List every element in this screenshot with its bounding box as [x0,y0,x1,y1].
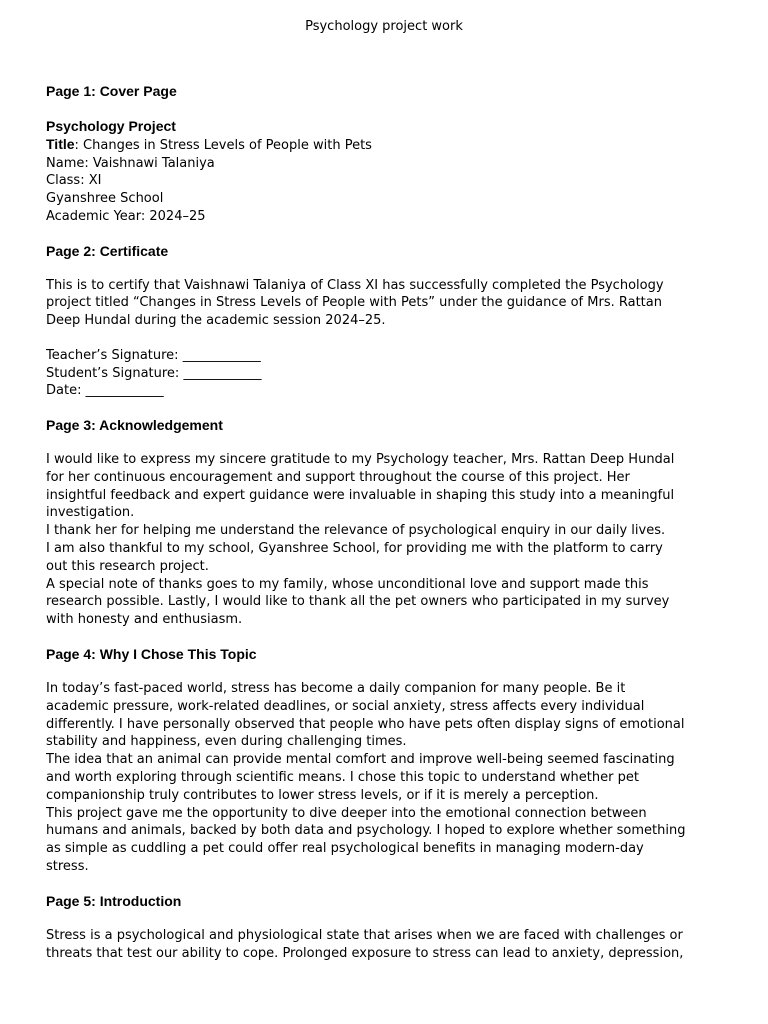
title-label: Title [46,136,75,152]
student-class: Class: XI [46,173,102,189]
cover-heading: Page 1: Cover Page [46,83,177,99]
student-signature: Student’s Signature: ____________ [46,365,262,381]
topic-paragraph: The idea that an animal can provide mental comfort and improve well-being seemed fascinating and worth exploring through scientific means. I chose this topic to understand whether pet companionship truly contributes to lower stress levels, or if it is merely a perception. [46,752,675,803]
acknowledgement-paragraph: I am also thankful to my school, Gyanshree School, for providing me with the platform to carry out this research project. [46,541,663,574]
school-name: Gyanshree School [46,191,164,207]
topic-paragraph: This project gave me the opportunity to dive deeper into the emotional connection between humans and animals, backed by both data and psychology. I hoped to explore whether something as simple as cuddling a pet could offer real psychological benefits in managing modern-day stress. [46,805,686,874]
introduction-paragraph: Stress is a psychological and physiological state that arises when we are faced with challenges or threats that test our ability to cope. Prolonged exposure to stress can lead to anxiety, depression, [46,927,684,961]
page-header: Psychology project work [305,19,463,34]
acknowledgement-paragraph: A special note of thanks goes to my family, whose unconditional love and support made this research possible. Lastly, I would like to thank all the pet owners who participated in my survey with honesty and enthusiasm. [46,576,670,628]
acknowledgement-heading: Page 3: Acknowledgement [46,417,223,434]
document-body [46,82,686,962]
project-title [46,135,686,155]
teacher-signature: Teacher’s Signature: ____________ [46,347,261,363]
academic-year: Academic Year: 2024–25 [46,208,206,224]
signature-date: Date: ____________ [46,383,164,399]
acknowledgement-paragraph: I thank her for helping me understand the relevance of psychological enquiry in our daily lives. [46,523,666,539]
topic-heading: Page 4: Why I Chose This Topic [46,645,257,662]
certificate-heading: Page 2: Certificate [46,242,169,259]
certificate-text: This is to certify that Vaishnawi Talaniya of Class XI has successfully completed the Psychology project titled “Changes in Stress Levels of People with Pets” under the guidance of Mrs. Rattan Deep Hundal during the academic session 2024–25. [46,277,664,329]
student-name: Name: Vaishnawi Talaniya [46,155,215,171]
introduction-heading: Page 5: Introduction [46,892,182,909]
project-label: Psychology Project [46,118,176,134]
topic-paragraph: In today’s fast-paced world, stress has become a daily companion for many people. Be it academic pressure, work-related deadlines, or social anxiety, stress affects every individual differently. I have personally observed that people who have pets often display signs of emotional stability and happiness, even during challenging times. [46,680,685,750]
title-value: : Changes in Stress Levels of People with Pets [74,138,372,153]
acknowledgement-paragraph: I would like to express my sincere gratitude to my Psychology teacher, Mrs. Rattan Deep Hundal for her continuous encouragement and support throughout the course of this project. Her insightful feedback and expert guidance were invaluable in shaping this study into a meaningful investigation. [46,452,675,521]
